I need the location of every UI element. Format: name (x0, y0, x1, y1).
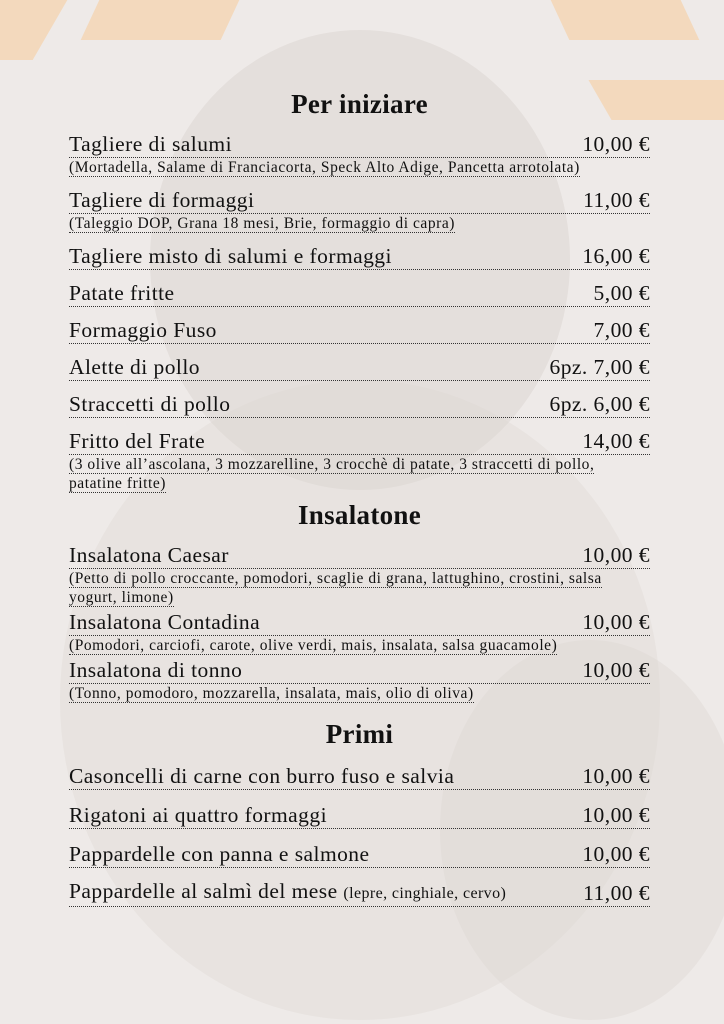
item-description: (3 olive all’ascolana, 3 mozzarelline, 3 crocchè di patate, 3 straccetti di pollo, patatine fritte) (69, 456, 595, 492)
item-name: Patate fritte (69, 281, 175, 305)
item-description: (Petto di pollo croccante, pomodori, scaglie di grana, lattughino, crostini, salsa yogurt, limone) (69, 570, 602, 606)
item-description: (Mortadella, Salame di Franciacorta, Speck Alto Adige, Pancetta arrotolata) (69, 159, 580, 176)
menu-item (69, 355, 650, 381)
item-price: 10,00 € (582, 803, 650, 827)
item-price: 10,00 € (582, 543, 650, 567)
section-per-iniziare (69, 88, 650, 504)
item-name: Alette di pollo (69, 355, 200, 379)
item-name: Insalatona Caesar (69, 543, 229, 567)
menu-item (69, 318, 650, 344)
item-price: 11,00 € (583, 881, 650, 905)
item-price: 10,00 € (582, 658, 650, 682)
menu-item (69, 881, 650, 907)
item-name: Pappardelle con panna e salmone (69, 842, 370, 866)
menu-item (69, 658, 650, 703)
item-name: Insalatona Contadina (69, 610, 261, 634)
section-title: Per iniziare (291, 89, 428, 119)
menu-item (69, 543, 650, 607)
item-description: (Tonno, pomodoro, mozzarella, insalata, mais, olio di oliva) (69, 685, 474, 702)
item-price: 14,00 € (582, 429, 650, 453)
menu-item (69, 244, 650, 270)
menu-item (69, 610, 650, 655)
item-price: 7,00 € (593, 318, 650, 342)
item-price: 6pz. 7,00 € (549, 355, 650, 379)
section-insalatone (69, 499, 650, 706)
item-description: (Pomodori, carciofi, carote, olive verdi, mais, insalata, salsa guacamole) (69, 637, 558, 654)
item-price: 6pz. 6,00 € (549, 392, 650, 416)
item-name: Fritto del Frate (69, 429, 206, 453)
item-name: Pappardelle al salmì del mese (69, 879, 338, 903)
menu-item (69, 842, 650, 868)
item-price: 11,00 € (583, 188, 650, 212)
menu-item (69, 392, 650, 418)
menu-item (69, 281, 650, 307)
item-name: Straccetti di pollo (69, 392, 231, 416)
item-price: 10,00 € (582, 764, 650, 788)
item-name: Formaggio Fuso (69, 318, 217, 342)
section-title: Primi (325, 719, 394, 749)
menu-item (69, 132, 650, 177)
item-price: 10,00 € (582, 842, 650, 866)
menu-item (69, 188, 650, 233)
item-name: Tagliere misto di salumi e formaggi (69, 244, 392, 268)
menu-item (69, 803, 650, 829)
item-price: 10,00 € (582, 132, 650, 156)
item-name: Casoncelli di carne con burro fuso e salvia (69, 764, 455, 788)
item-name: Tagliere di salumi (69, 132, 233, 156)
item-name: Tagliere di formaggi (69, 188, 255, 212)
item-price: 16,00 € (582, 244, 650, 268)
item-note: (lepre, cinghiale, cervo) (343, 885, 507, 902)
item-price: 5,00 € (593, 281, 650, 305)
menu-item (69, 429, 650, 493)
menu-item (69, 764, 650, 790)
item-description: (Taleggio DOP, Grana 18 mesi, Brie, formaggio di capra) (69, 215, 455, 232)
item-name: Rigatoni ai quattro formaggi (69, 803, 328, 827)
section-primi (69, 718, 650, 920)
item-name: Insalatona di tonno (69, 658, 243, 682)
item-price: 10,00 € (582, 610, 650, 634)
section-title: Insalatone (297, 500, 422, 530)
